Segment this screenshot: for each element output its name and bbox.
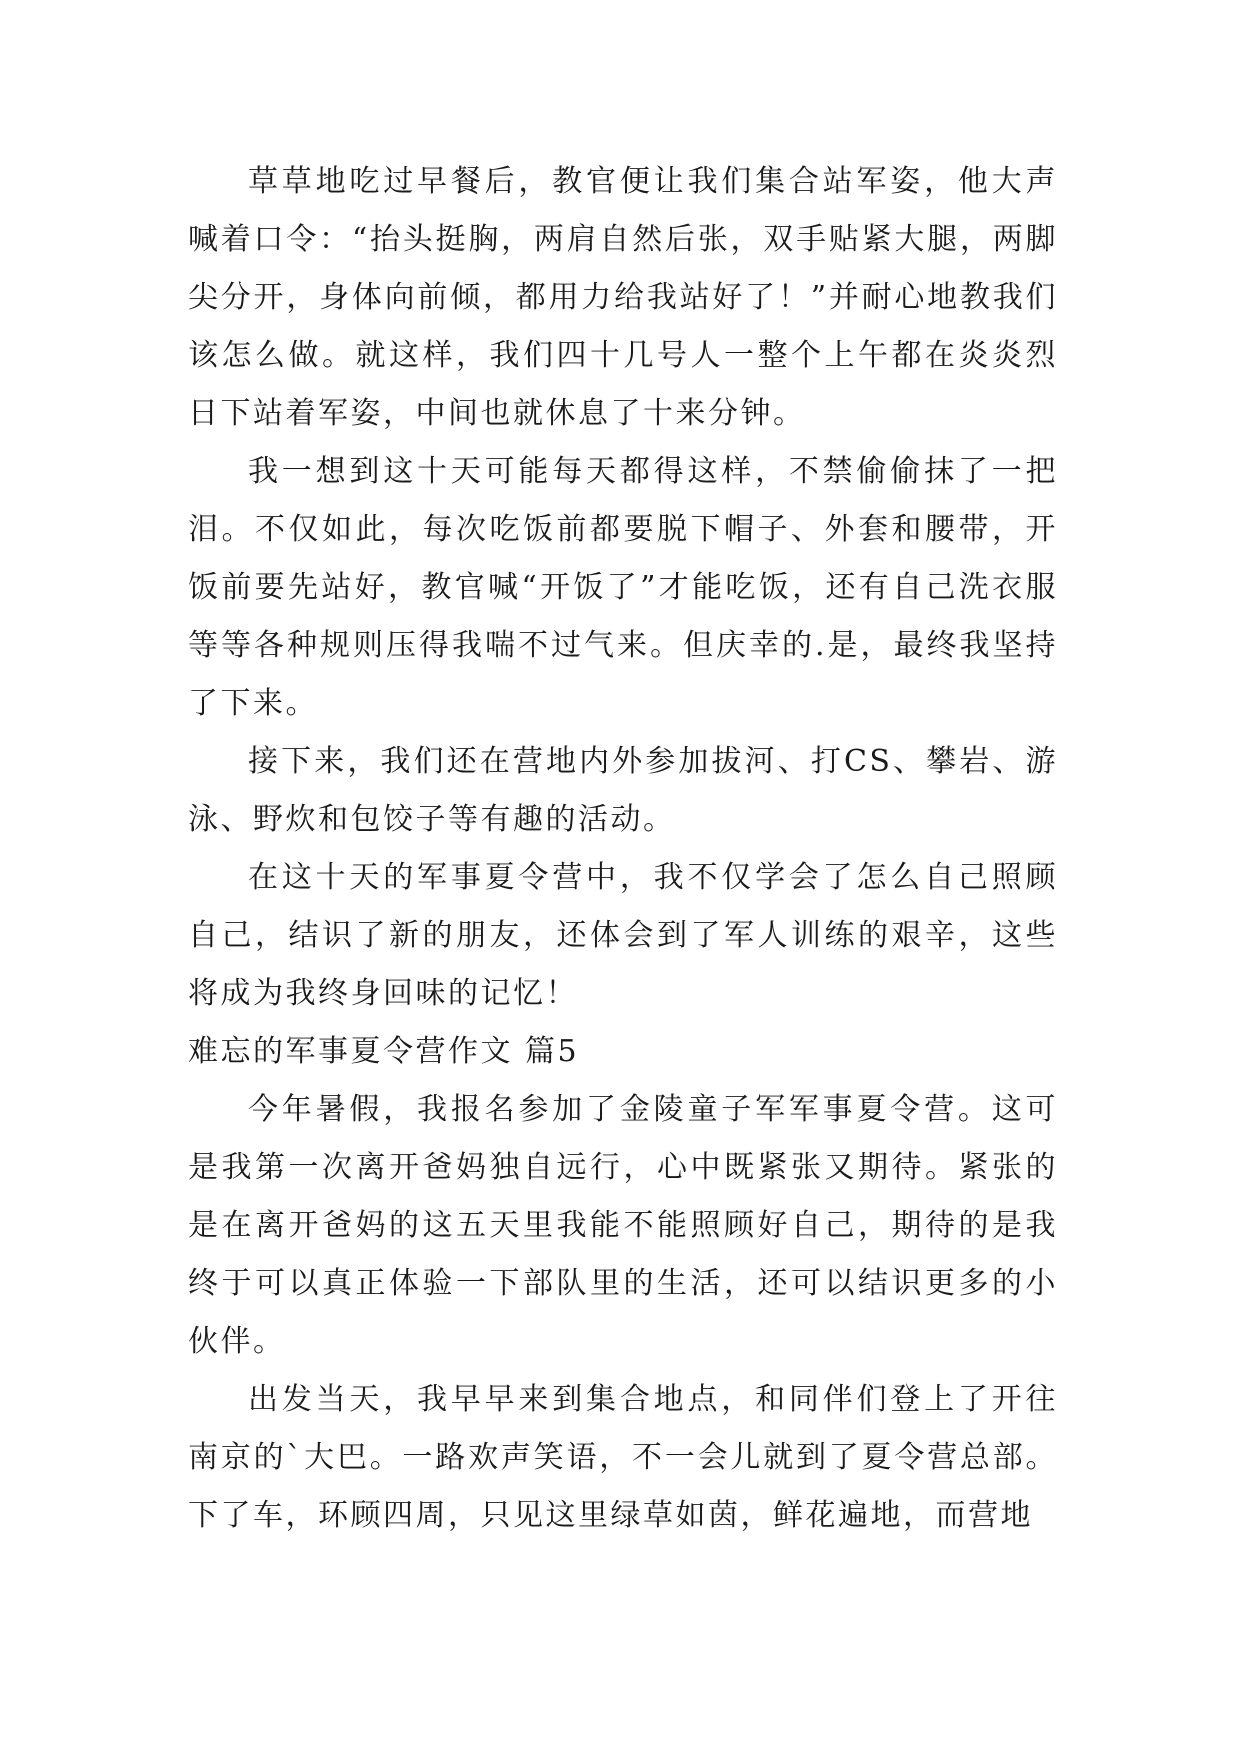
paragraph-summer-vacation: 今年暑假，我报名参加了金陵童子军军事夏令营。这可是我第一次离开爸妈独自远行，心中既紧张又期待。紧张的是在离开爸妈的这五天里我能不能照顾好自己，期待的是我终于可以真正体验一下部队里的生活，还可以结识更多的小伙伴。: [188, 1092, 1058, 1359]
paragraph-conclusion: 在这十天的军事夏令营中，我不仅学会了怎么自己照顾自己，结识了新的朋友，还体会到了军人训练的艰辛，这些将成为我终身回味的记忆！: [188, 860, 1058, 1011]
section-heading: 难忘的军事夏令营作文 篇5: [188, 1034, 580, 1069]
paragraph-departure: 出发当天，我早早来到集合地点，和同伴们登上了开往南京的`大巴。一路欢声笑语，不一会儿就到了夏令营总部。下了车，环顾四周，只见这里绿草如茵，鲜花遍地，而营地: [188, 1382, 1058, 1533]
paragraph-rules: 我一想到这十天可能每天都得这样，不禁偷偷抹了一把泪。不仅如此，每次吃饭前都要脱下帽子、外套和腰带，开饭前要先站好，教官喊“开饭了”才能吃饭，还有自己洗衣服等等各种规则压得我喘不过气来。但庆幸的.是，最终我坚持了下来。: [188, 454, 1058, 721]
document-body: [188, 153, 1058, 1545]
paragraph-standing-drill: 草草地吃过早餐后，教官便让我们集合站军姿，他大声喊着口令：“抬头挺胸，两肩自然后张，双手贴紧大腿，两脚尖分开，身体向前倾，都用力给我站好了！”并耐心地教我们该怎么做。就这样，我们四十几号人一整个上午都在炎炎烈日下站着军姿，中间也就休息了十来分钟。: [188, 164, 1058, 431]
paragraph-activities: 接下来，我们还在营地内外参加拔河、打CS、攀岩、游泳、野炊和包饺子等有趣的活动。: [188, 744, 1058, 837]
